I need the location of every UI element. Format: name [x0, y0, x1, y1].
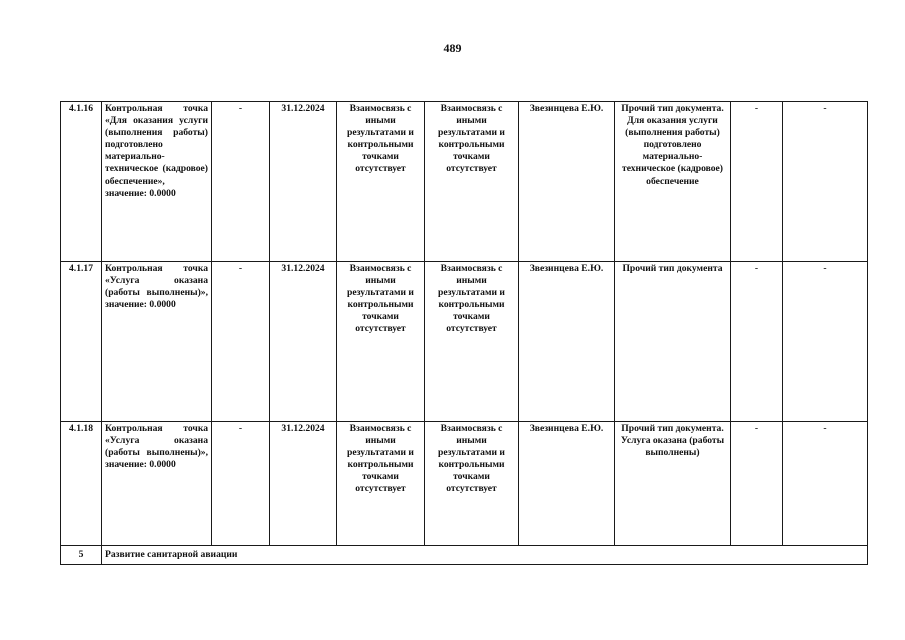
cell-dash: -: [731, 422, 783, 546]
cell-dash: -: [783, 102, 868, 262]
document-type: Прочий тип документа. Для оказания услуги (выполнения работы) подготовлено материально-техническое (кадровое) обеспечение: [615, 102, 731, 262]
relation-previous: Взаимосвязь с иными результатами и контрольными точками отсутствует: [337, 262, 425, 422]
row-number: 4.1.18: [61, 422, 102, 546]
relation-previous: Взаимосвязь с иными результатами и контрольными точками отсутствует: [337, 102, 425, 262]
row-number: 4.1.16: [61, 102, 102, 262]
row-number: 4.1.17: [61, 262, 102, 422]
document-type: Прочий тип документа: [615, 262, 731, 422]
deadline-date: 31.12.2024: [270, 102, 337, 262]
deadline-date: 31.12.2024: [270, 422, 337, 546]
responsible-person: Звезинцева Е.Ю.: [519, 422, 615, 546]
relation-next: Взаимосвязь с иными результатами и контрольными точками отсутствует: [425, 422, 519, 546]
table-row: [61, 262, 868, 422]
table-row: [61, 102, 868, 262]
cell-dash: -: [783, 262, 868, 422]
cell-dash: -: [212, 422, 270, 546]
section-number: 5: [61, 546, 102, 565]
cell-dash: -: [783, 422, 868, 546]
relation-next: Взаимосвязь с иными результатами и контрольными точками отсутствует: [425, 102, 519, 262]
cell-dash: -: [212, 102, 270, 262]
table-row: [61, 422, 868, 546]
cell-dash: -: [212, 262, 270, 422]
cell-dash: -: [731, 262, 783, 422]
responsible-person: Звезинцева Е.Ю.: [519, 262, 615, 422]
page-number: 489: [443, 41, 462, 55]
section-row: [61, 546, 868, 565]
control-point-name: Контрольная точка «Услуга оказана (работы выполнены)», значение: 0.0000: [102, 422, 212, 546]
control-point-name: Контрольная точка «Услуга оказана (работы выполнены)», значение: 0.0000: [102, 262, 212, 422]
document-type: Прочий тип документа. Услуга оказана (работы выполнены): [615, 422, 731, 546]
section-title: Развитие санитарной авиации: [102, 546, 868, 565]
control-points-table: [60, 101, 868, 565]
relation-previous: Взаимосвязь с иными результатами и контрольными точками отсутствует: [337, 422, 425, 546]
responsible-person: Звезинцева Е.Ю.: [519, 102, 615, 262]
control-point-name: Контрольная точка «Для оказания услуги (выполнения работы) подготовлено материально-техническое (кадровое) обеспечение», значение: 0.0000: [102, 102, 212, 262]
relation-next: Взаимосвязь с иными результатами и контрольными точками отсутствует: [425, 262, 519, 422]
deadline-date: 31.12.2024: [270, 262, 337, 422]
cell-dash: -: [731, 102, 783, 262]
